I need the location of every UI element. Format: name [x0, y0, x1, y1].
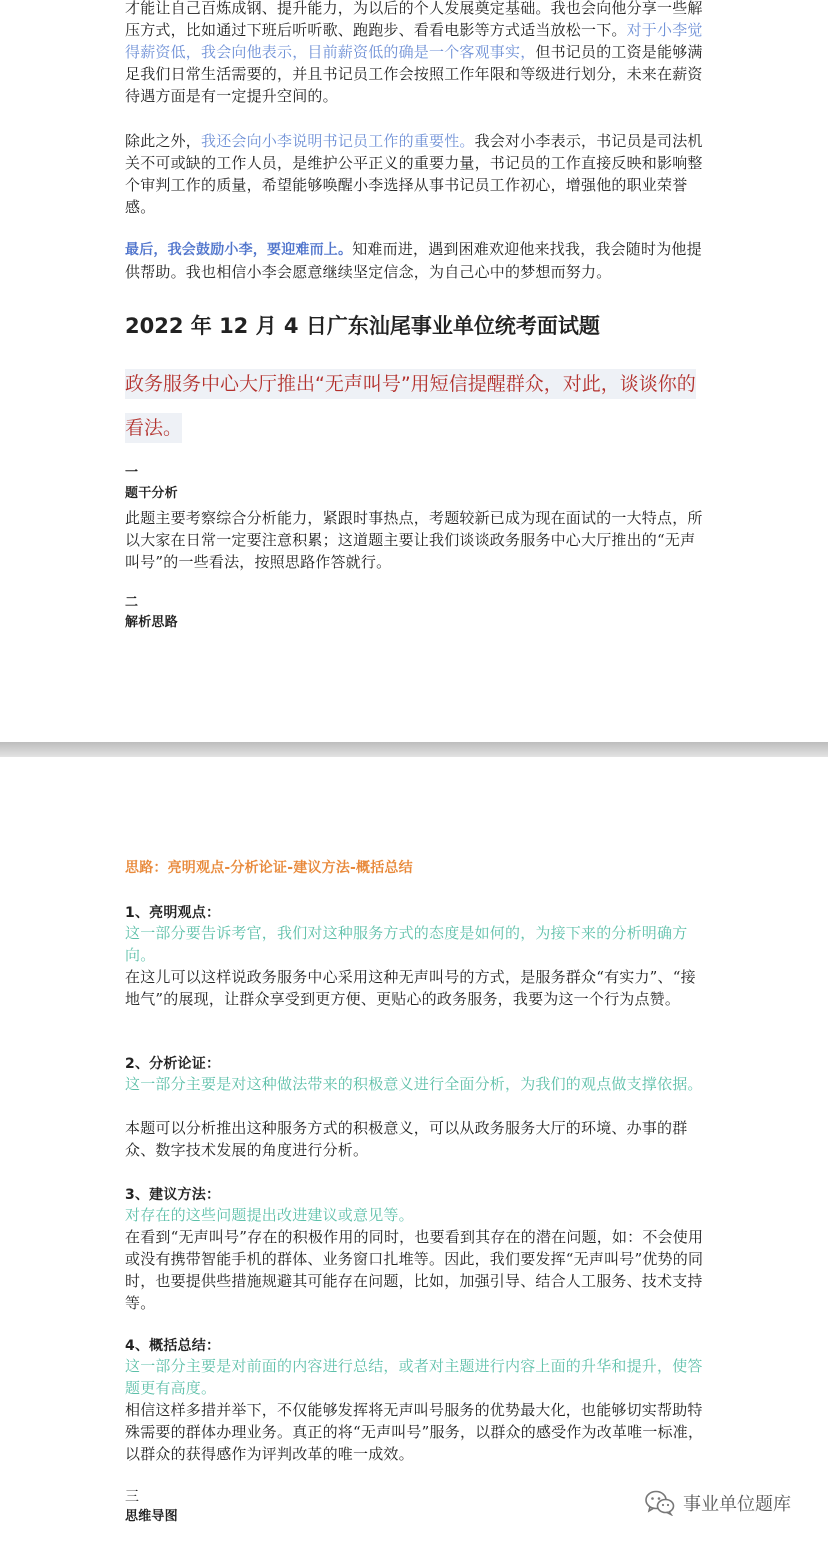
watermark-text: 事业单位题库: [683, 1494, 791, 1515]
wechat-icon: [645, 1490, 675, 1516]
section-number-3: 三: [125, 1489, 140, 1505]
step-hint-1: 这一部分要告诉考官，我们对这种服务方式的态度是如何的，为接下来的分析明确方向。: [125, 924, 688, 964]
step-title-3: 3、建议方法：: [125, 1187, 221, 1203]
paragraph-encourage: 最后，我会鼓励小李，要迎难而上。知难而进，遇到困难欢迎他来找我，我会随时为他提供帮助。我也相信小李会愿意继续坚定信念，为自己心中的梦想而努力。: [125, 240, 702, 281]
step-hint-2: 这一部分主要是对这种做法带来的积极意义进行全面分析，为我们的观点做支撑依据。: [125, 1075, 703, 1093]
account-watermark: [645, 1490, 791, 1516]
section-title-analysis: 题干分析: [125, 486, 178, 501]
step-title-4: 4、概括总结：: [125, 1338, 221, 1354]
page-divider: [0, 742, 828, 757]
thinking-route: 思路：亮明观点-分析论证-建议方法-概括总结: [125, 860, 413, 876]
step-title-1: 1、亮明观点：: [125, 905, 221, 921]
step-title-2: 2、分析论证：: [125, 1056, 221, 1072]
highlight-importance: 我还会向小李说明书记员工作的重要性。: [201, 132, 475, 150]
step-hint-4: 这一部分主要是对前面的内容进行总结，或者对主题进行内容上面的升华和提升，使答题更有高度。: [125, 1357, 703, 1397]
step-body-3: 在看到“无声叫号”存在的积极作用的同时，也要看到其存在的潜在问题，如：不会使用或没有携带智能手机的群体、业务窗口扎堆等。因此，我们要发挥“无声叫号”优势的同时，也要提供些措施规避其可能存在问题，比如，加强引导、结合人工服务、技术支持等。: [125, 1228, 704, 1312]
document-page-2: [0, 757, 828, 1542]
section-body-analysis: 此题主要考察综合分析能力，紧跟时事热点，考题较新已成为现在面试的一大特点，所以大家在日常一定要注意积累；这道题主要让我们谈谈政务服务中心大厅推出的“无声叫号”的一些看法，按照思路作答就行。: [125, 509, 703, 571]
paragraph-salary: 才能让自己百炼成钢、提升能力，为以后的个人发展奠定基础。我也会向他分享一些解压方式，比如通过下班后听听歌、跑跑步、看看电影等方式适当放松一下。对于小李觉得薪资低，我会向他表示，目前薪资低的确是一个客观事实，但书记员的工资是能够满足我们日常生活需要的，并且书记员工作会按照工作年限和等级进行划分，未来在薪资待遇方面是有一定提升空间的。: [125, 0, 703, 105]
document-page-1: [0, 0, 828, 742]
question-text: 政务服务中心大厅推出“无声叫号”用短信提醒群众，对此，谈谈你的看法。: [125, 362, 710, 450]
section-number-2: 二: [125, 595, 139, 610]
exam-title: 2022 年 12 月 4 日广东汕尾事业单位统考面试题: [125, 314, 600, 338]
step-body-1: 在这儿可以这样说政务服务中心采用这种无声叫号的方式，是服务群众“有实力”、“接地气”的展现，让群众享受到更方便、更贴心的政务服务，我要为这一个行为点赞。: [125, 968, 696, 1008]
highlight-encourage: 最后，我会鼓励小李，要迎难而上。: [125, 242, 353, 258]
step-hint-3: 对存在的这些问题提出改进建议或意见等。: [125, 1206, 414, 1224]
highlight-salary: 对于小李觉得薪资低，我会向他表示，目前薪资低的确是一个客观事实，: [125, 21, 703, 61]
step-body-2: 本题可以分析推出这种服务方式的积极意义，可以从政务服务大厅的环境、办事的群众、数字技术发展的角度进行分析。: [125, 1119, 688, 1159]
section-title-thinking: 解析思路: [125, 615, 178, 630]
step-body-4: 相信这样多措并举下，不仅能够发挥将无声叫号服务的优势最大化，也能够切实帮助特殊需要的群体办理业务。真正的将“无声叫号”服务，以群众的感受作为改革唯一标准，以群众的获得感作为评判改革的唯一成效。: [125, 1401, 704, 1463]
section-title-mindmap: 思维导图: [125, 1509, 178, 1524]
section-number-1: 一: [125, 465, 139, 480]
paragraph-importance: 除此之外，我还会向小李说明书记员工作的重要性。我会对小李表示，书记员是司法机关不可或缺的工作人员，是维护公平正义的重要力量，书记员的工作直接反映和影响整个审判工作的质量，希望能够唤醒小李选择从事书记员工作初心，增强他的职业荣誉感。: [125, 132, 703, 216]
